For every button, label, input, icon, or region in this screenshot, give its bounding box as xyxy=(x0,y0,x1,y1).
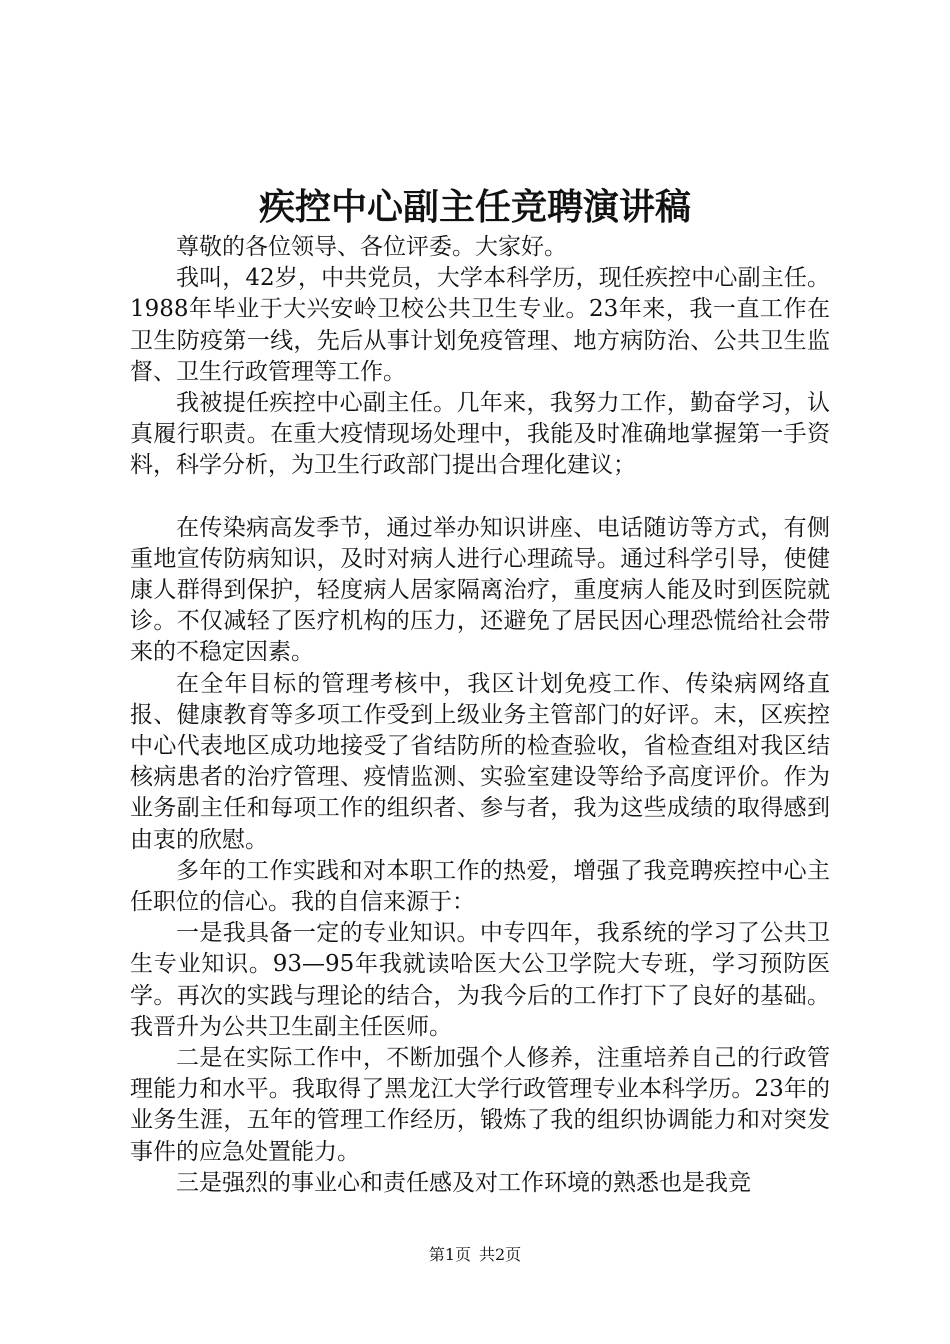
document-title: 疾控中心副主任竞聘演讲稿 xyxy=(258,186,691,228)
paragraph-epidemic-season: 在传染病高发季节，通过举办知识讲座、电话随访等方式，有侧重地宣传防病知识，及时对病人进行心理疏导。通过科学引导，使健康人群得到保护，轻度病人居家隔离治疗，重度病人能及时到医院就诊。不仅减轻了医疗机构的压力，还避免了居民因心理恐慌给社会带来的不稳定因素。 xyxy=(130,514,830,666)
paragraph-confidence: 多年的工作实践和对本职工作的热爱，增强了我竞聘疾控中心主任职位的信心。我的自信来源于： xyxy=(130,857,830,916)
page-number: 第1页 xyxy=(428,1245,471,1264)
page-total: 共2页 xyxy=(479,1245,522,1264)
page-footer xyxy=(0,1244,950,1266)
document-body xyxy=(130,232,830,1199)
paragraph-introduction: 我叫，42岁，中共党员，大学本科学历，现任疾控中心副主任。1988年毕业于大兴安岭卫校公共卫生专业。23年来，我一直工作在卫生防疫第一线，先后从事计划免疫管理、地方病防治、公共卫生监督、卫生行政管理等工作。 xyxy=(130,265,830,385)
paragraph-greeting: 尊敬的各位领导、各位评委。大家好。 xyxy=(176,234,567,260)
paragraph-promotion: 我被提任疾控中心副主任。几年来，我努力工作，勤奋学习，认真履行职责。在重大疫情现场处理中，我能及时准确地掌握第一手资料，科学分析，为卫生行政部门提出合理化建议； xyxy=(130,390,830,479)
paragraph-point-three: 三是强烈的事业心和责任感及对工作环境的熟悉也是我竞 xyxy=(176,1169,751,1196)
paragraph-point-one: 一是我具备一定的专业知识。中专四年，我系统的学习了公共卫生专业知识。93—95年我就读哈医大公卫学院大专班，学习预防医学。再次的实践与理论的结合，为我今后的工作打下了良好的基础。我晋升为公共卫生副主任医师。 xyxy=(130,920,830,1040)
paragraph-assessment: 在全年目标的管理考核中，我区计划免疫工作、传染病网络直报、健康教育等多项工作受到上级业务主管部门的好评。末，区疾控中心代表地区成功地接受了省结防所的检查验收，省检查组对我区结核病患者的治疗管理、疫情监测、实验室建设等给予高度评价。作为业务副主任和每项工作的组织者、参与者，我为这些成绩的取得感到由衷的欣慰。 xyxy=(130,670,830,853)
paragraph-point-two: 二是在实际工作中，不断加强个人修养，注重培养自己的行政管理能力和水平。我取得了黑龙江大学行政管理专业本科学历。23年的业务生涯，五年的管理工作经历，锻炼了我的组织协调能力和对突发事件的应急处置能力。 xyxy=(130,1045,830,1165)
